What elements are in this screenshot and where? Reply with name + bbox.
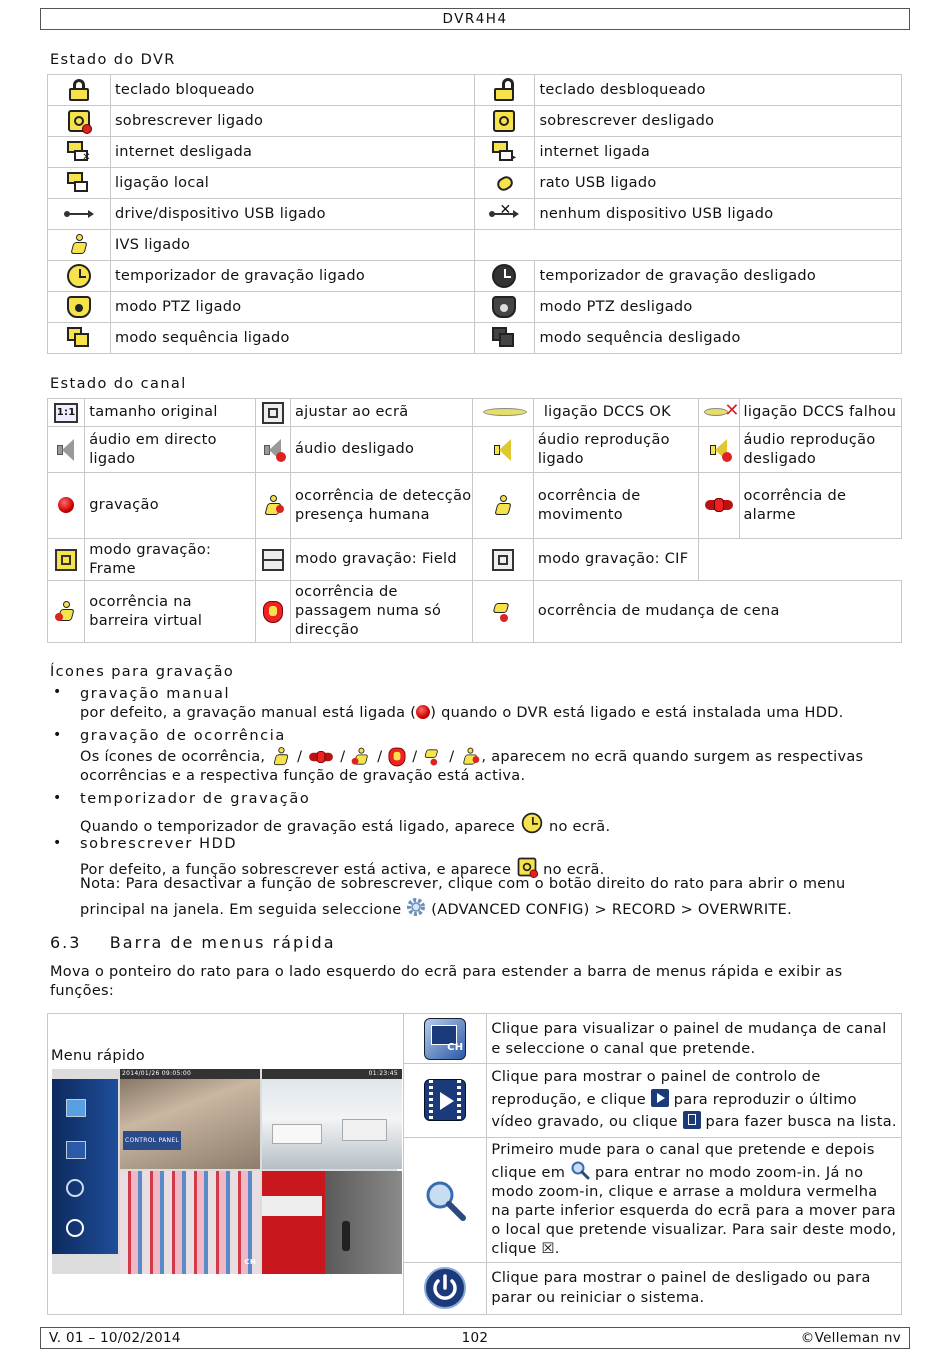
search-list-icon	[683, 1111, 701, 1129]
channel-status-label: ocorrência de detecção presença humana	[290, 473, 472, 539]
audio-off-icon	[262, 438, 284, 462]
text-part: por defeito, a gravação manual está ligada (	[80, 705, 417, 721]
text-part: para entrar no modo zoom-in. Já no modo zoom-in, clique e arrase a moldura vermelha na parte inferior esquerda do ecrã para a mover para o local que pretende visualizar. Para sair deste modo, clique	[491, 1164, 897, 1257]
usb-icon	[64, 207, 94, 221]
dccs-ok-icon	[477, 404, 533, 420]
dvr-status-table	[47, 74, 902, 354]
alarm-icon	[705, 496, 733, 514]
channel-status-label: áudio reprodução desligado	[739, 427, 902, 473]
channel-switch-icon	[424, 1018, 466, 1060]
event-recording-heading: gravação de ocorrência	[80, 728, 286, 744]
quick-menu-desc-3	[487, 1137, 902, 1262]
note-text: Nota: Para desactivar a função de sobrescrever, clique com o botão direito do rato para abrir o menu	[80, 876, 846, 892]
screen-panel-label: CONTROL PANEL	[123, 1131, 181, 1150]
channel-status-label: gravação	[85, 473, 256, 539]
field-mode-icon	[262, 549, 284, 571]
overwrite-on-icon	[68, 110, 90, 132]
virtual-fence-icon	[352, 748, 371, 767]
dvr-status-title: Estado do DVR	[50, 52, 176, 68]
text-part: Por defeito, a função sobrescrever está activa, e aparece	[80, 862, 512, 878]
usb-none-icon: ✕	[489, 207, 519, 221]
network-off-icon: ✕	[67, 141, 91, 163]
power-icon	[423, 1266, 467, 1310]
status-label: temporizador de gravação desligado	[535, 261, 902, 292]
bullet: •	[53, 727, 62, 743]
text-part: ☒.	[541, 1240, 560, 1257]
ivs-icon	[68, 234, 90, 256]
timer-on-icon	[67, 264, 91, 288]
text-part: /	[377, 749, 383, 765]
quick-menu-table	[47, 1013, 902, 1315]
timer-off-icon	[492, 264, 516, 288]
timer-text	[80, 811, 610, 835]
camera-view-3	[120, 1171, 260, 1274]
status-label: teclado desbloqueado	[535, 75, 902, 106]
channel-status-label: ocorrência na barreira virtual	[85, 581, 256, 643]
channel-status-label: modo gravação: CIF	[533, 539, 698, 581]
ch-label: CH	[447, 1041, 464, 1053]
screen-time: 01:23:45	[368, 1070, 398, 1077]
ptz-off-icon	[492, 296, 516, 318]
text-part: no ecrã.	[543, 862, 605, 878]
recording-icons-title: Ícones para gravação	[50, 664, 235, 680]
frame-mode-icon	[55, 549, 77, 571]
sequence-off-icon	[492, 327, 516, 349]
text-part: , aparecem no ecrã quando surgem as respectivas	[481, 749, 864, 765]
play-icon	[651, 1089, 669, 1107]
page-footer	[40, 1327, 910, 1349]
channel-status-table	[47, 398, 902, 643]
status-label: sobrescrever desligado	[535, 106, 902, 137]
quick-menu-sidebar	[52, 1079, 118, 1254]
text-part: (ADVANCED CONFIG) > RECORD > OVERWRITE.	[431, 902, 792, 918]
cif-mode-icon	[492, 549, 514, 571]
quick-menu-desc-2	[487, 1064, 902, 1138]
lock-icon	[68, 79, 90, 101]
scene-change-icon	[424, 748, 443, 767]
status-label: internet ligada	[535, 137, 902, 168]
text-part: para reproduzir o último vídeo gravado, ou clique	[491, 1091, 857, 1130]
text-part: Clique para mostrar o painel de controlo de reprodução, e clique	[491, 1069, 821, 1108]
text-part: /	[449, 749, 455, 765]
dccs-failed-icon: ✕	[704, 404, 734, 420]
status-label	[535, 230, 902, 261]
quick-menu-heading	[50, 933, 336, 952]
text-part: ) quando o DVR está ligado e está instalada uma HDD.	[430, 705, 844, 721]
footer-page-number: 102	[461, 1330, 489, 1346]
zoom-small-icon	[570, 1160, 590, 1180]
footer-version: V. 01 – 10/02/2014	[49, 1330, 181, 1346]
timer-on-icon	[522, 813, 542, 833]
note-text-2	[80, 897, 792, 918]
page-header	[40, 8, 910, 30]
unlock-icon	[493, 79, 515, 101]
quick-menu-intro-2: funções:	[50, 983, 115, 999]
status-label: modo sequência desligado	[535, 323, 902, 354]
section-number: 6.3	[50, 933, 82, 952]
section-title: Barra de menus rápida	[109, 933, 336, 952]
text-part: para fazer busca na lista.	[705, 1114, 897, 1130]
one-way-icon	[389, 748, 406, 767]
channel-status-label: áudio em directo ligado	[85, 427, 256, 473]
text-part: principal na janela. Em seguida seleccione	[80, 902, 402, 918]
channel-status-label: modo gravação: Frame	[85, 539, 256, 581]
bullet: •	[53, 835, 62, 851]
overwrite-on-icon	[518, 858, 537, 877]
one-way-icon	[263, 601, 283, 623]
channel-status-title: Estado do canal	[50, 376, 187, 392]
channel-status-label: ocorrência de passagem numa só direcção	[290, 581, 472, 643]
status-label: nenhum dispositivo USB ligado	[535, 199, 902, 230]
channel-status-label: áudio reprodução ligado	[533, 427, 698, 473]
scene-change-icon	[492, 601, 514, 623]
text-part: no ecrã.	[548, 819, 611, 835]
usb-mouse-icon	[493, 173, 515, 193]
status-label: temporizador de gravação ligado	[110, 261, 474, 292]
channel-status-label: ligação DCCS falhou	[739, 399, 902, 427]
status-label: IVS ligado	[110, 230, 474, 261]
status-label: internet desligada	[110, 137, 474, 168]
text-part: Quando o temporizador de gravação está ligado, aparece	[80, 819, 516, 835]
playback-audio-off-icon	[708, 438, 730, 462]
channel-status-label: ocorrência de alarme	[739, 473, 902, 539]
original-size-icon: 1:1	[54, 403, 78, 423]
channel-status-label: ocorrência de movimento	[533, 473, 698, 539]
hdd-text	[80, 856, 605, 878]
status-label: rato USB ligado	[535, 168, 902, 199]
text-part: /	[412, 749, 418, 765]
status-label: modo PTZ desligado	[535, 292, 902, 323]
channel-status-label: áudio desligado	[290, 427, 472, 473]
footer-copyright: ©Velleman nv	[800, 1330, 901, 1346]
camera-view-1	[120, 1069, 260, 1169]
ch-label: CH	[244, 1258, 256, 1266]
channel-status-label: tamanho original	[85, 399, 256, 427]
recording-icon	[416, 705, 430, 719]
quick-menu-intro: Mova o ponteiro do rato para o lado esquerdo do ecrã para estender a barra de menus rápida e exibir as	[50, 964, 843, 980]
bullet: •	[53, 684, 62, 700]
status-label: modo sequência ligado	[110, 323, 474, 354]
network-on-icon: ▸	[492, 141, 516, 163]
hdd-heading: sobrescrever HDD	[80, 836, 238, 852]
channel-status-label: modo gravação: Field	[290, 539, 472, 581]
quick-menu-desc-1: Clique para visualizar o painel de mudança de canal e seleccione o canal que pretende.	[487, 1014, 902, 1064]
bullet: •	[53, 790, 62, 806]
human-detection-icon	[262, 495, 284, 517]
manual-recording-text	[80, 705, 844, 721]
event-recording-text	[80, 746, 863, 768]
text-part: /	[297, 749, 303, 765]
header-title: DVR4H4	[442, 11, 508, 27]
human-detection-icon	[461, 748, 480, 767]
camera-view-2	[262, 1069, 402, 1169]
alarm-icon	[309, 749, 333, 764]
text-part: Os ícones de ocorrência,	[80, 749, 266, 765]
camera-view-4	[262, 1171, 402, 1274]
local-connection-icon	[67, 172, 91, 194]
motion-icon	[492, 495, 514, 517]
overwrite-off-icon	[493, 110, 515, 132]
timer-heading: temporizador de gravação	[80, 791, 311, 807]
status-label: sobrescrever ligado	[110, 106, 474, 137]
quick-menu-desc-4: Clique para mostrar o painel de desligado ou para parar ou reiniciar o sistema.	[487, 1262, 902, 1314]
playback-audio-on-icon	[492, 438, 514, 462]
manual-recording-heading: gravação manual	[80, 686, 231, 702]
quick-menu-label: Menu rápido	[51, 1048, 145, 1064]
status-label: ligação local	[110, 168, 474, 199]
recording-icon	[58, 497, 74, 513]
quick-menu-image-cell	[48, 1014, 404, 1315]
screen-timestamp: 2014/01/26 09:05:00	[120, 1069, 260, 1079]
virtual-fence-icon	[55, 601, 77, 623]
gear-icon	[406, 897, 426, 917]
playback-panel-icon	[424, 1079, 466, 1121]
channel-status-label: ajustar ao ecrã	[290, 399, 472, 427]
status-label: teclado bloqueado	[110, 75, 474, 106]
status-label: modo PTZ ligado	[110, 292, 474, 323]
text-part: Primeiro mude para o canal que pretende e depois clique em	[491, 1141, 875, 1181]
text-part: /	[340, 749, 346, 765]
quick-menu-screenshot	[52, 1069, 397, 1274]
fit-screen-icon	[262, 402, 284, 424]
live-audio-on-icon	[55, 438, 77, 462]
zoom-icon	[423, 1178, 467, 1222]
status-label: drive/dispositivo USB ligado	[110, 199, 474, 230]
sequence-on-icon	[67, 327, 91, 349]
ptz-on-icon	[67, 296, 91, 318]
channel-status-label: ocorrência de mudança de cena	[533, 581, 901, 643]
event-recording-text-2: ocorrências e a respectiva função de gravação está activa.	[80, 768, 526, 784]
motion-icon	[271, 747, 291, 767]
channel-status-label: ligação DCCS OK	[533, 399, 698, 427]
